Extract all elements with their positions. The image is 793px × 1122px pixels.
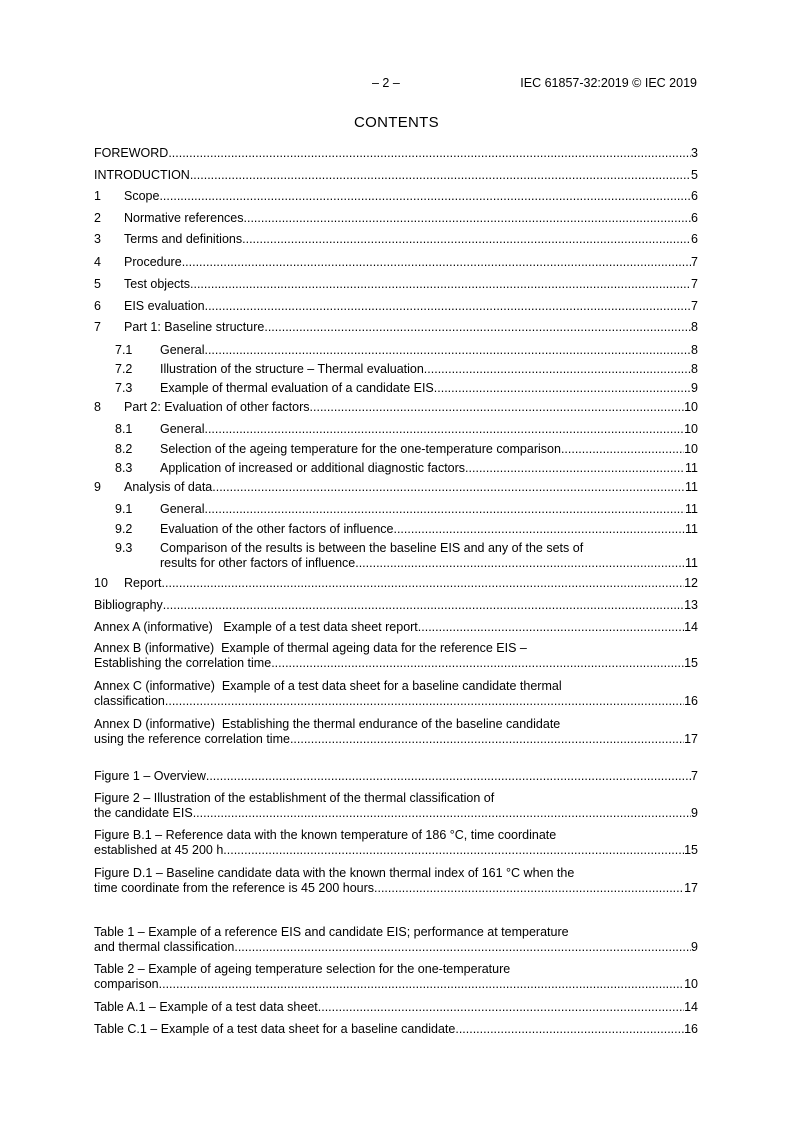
toc-page-number: 9 <box>691 806 698 820</box>
toc-entry[interactable] <box>94 442 698 457</box>
toc-entry[interactable] <box>94 381 698 396</box>
toc-entry-title: Annex A (informative) Example of a test data sheet report <box>94 620 418 634</box>
toc-entry-title: results for other factors of influence <box>160 556 356 570</box>
toc-entry[interactable] <box>94 232 698 247</box>
dot-leader <box>393 522 685 537</box>
toc-entry-title: Part 1: Baseline structure <box>124 320 265 334</box>
toc-page-number: 12 <box>684 576 698 590</box>
page-title: CONTENTS <box>354 114 439 131</box>
toc-entry[interactable] <box>94 576 698 591</box>
toc-entry-title: Procedure <box>124 255 182 269</box>
toc-entry[interactable] <box>94 343 698 358</box>
toc-entry-title: EIS evaluation <box>124 299 205 313</box>
toc-entry[interactable] <box>94 866 698 896</box>
toc-entry-title: time coordinate from the reference is 45 200 hours <box>94 881 375 895</box>
toc-entry-title: Part 2: Evaluation of other factors <box>124 400 310 414</box>
toc-entry[interactable] <box>94 598 698 613</box>
dot-leader <box>271 656 684 671</box>
toc-entry-title: using the reference correlation time <box>94 732 290 746</box>
toc-page-number: 7 <box>691 299 698 313</box>
toc-page-number: 14 <box>684 620 698 634</box>
toc-entry[interactable] <box>94 422 698 437</box>
toc-entry[interactable] <box>94 641 698 671</box>
toc-entry[interactable] <box>94 679 698 709</box>
dot-leader <box>168 146 691 161</box>
dot-leader <box>244 211 692 226</box>
dot-leader <box>159 189 691 204</box>
dot-leader <box>290 732 684 747</box>
toc-entry-number: 8.3 <box>115 461 133 475</box>
standard-reference: IEC 61857-32:2019 © IEC 2019 <box>520 76 697 90</box>
toc-entry-title: Example of thermal evaluation of a candidate EIS <box>160 381 434 395</box>
toc-entry[interactable] <box>94 925 698 955</box>
toc-entry-number: 3 <box>94 232 101 246</box>
toc-entry[interactable] <box>94 502 698 517</box>
toc-entry[interactable] <box>94 541 698 571</box>
dot-leader <box>204 343 691 358</box>
toc-entry-title: Annex C (informative) Example of a test data sheet for a baseline candidate thermal <box>94 679 562 693</box>
dot-leader <box>190 168 691 183</box>
dot-leader <box>318 1000 684 1015</box>
toc-entry[interactable] <box>94 828 698 858</box>
toc-entry-title: Figure B.1 – Reference data with the known temperature of 186 °C, time coordinate <box>94 828 557 842</box>
toc-entry[interactable] <box>94 522 698 537</box>
dot-leader <box>418 620 684 635</box>
toc-entry-title: Report <box>124 576 162 590</box>
toc-page-number: 11 <box>685 556 698 570</box>
toc-entry-title: Table 1 – Example of a reference EIS and candidate EIS; performance at temperature <box>94 925 569 939</box>
toc-entry-number: 9 <box>94 480 101 494</box>
toc-page-number: 9 <box>691 381 698 395</box>
toc-entry-title: Table 2 – Example of ageing temperature selection for the one-temperature <box>94 962 511 976</box>
toc-entry-number: 1 <box>94 189 101 203</box>
toc-page-number: 17 <box>684 881 698 895</box>
toc-entry-title: Scope <box>124 189 160 203</box>
toc-page-number: 7 <box>691 277 698 291</box>
toc-page-number: 7 <box>691 255 698 269</box>
dot-leader <box>561 442 684 457</box>
dot-leader <box>310 400 685 415</box>
toc-page-number: 15 <box>684 843 698 857</box>
dot-leader <box>165 694 684 709</box>
dot-leader <box>193 806 691 821</box>
toc-entry[interactable] <box>94 189 698 204</box>
toc-page-number: 11 <box>685 522 698 536</box>
toc-entry-title: INTRODUCTION <box>94 168 190 182</box>
toc-entry-title: Evaluation of the other factors of influence <box>160 522 394 536</box>
dot-leader <box>159 977 684 992</box>
toc-entry-title: Figure 2 – Illustration of the establishment of the thermal classification of <box>94 791 495 805</box>
dot-leader <box>162 576 685 591</box>
toc-page-number: 17 <box>684 732 698 746</box>
toc-entry-title: and thermal classification <box>94 940 235 954</box>
toc-entry[interactable] <box>94 1000 698 1015</box>
toc-entry-title: Annex D (informative) Establishing the thermal endurance of the baseline candidate <box>94 717 561 731</box>
toc-entry[interactable] <box>94 791 698 821</box>
toc-entry[interactable] <box>94 1022 698 1037</box>
dot-leader <box>355 556 685 571</box>
toc-entry-number: 6 <box>94 299 101 313</box>
toc-entry-title: General <box>160 422 205 436</box>
dot-leader <box>434 381 691 396</box>
toc-entry-number: 9.2 <box>115 522 133 536</box>
dot-leader <box>223 843 684 858</box>
toc-entry-number: 7.2 <box>115 362 133 376</box>
toc-page-number: 16 <box>684 694 698 708</box>
toc-entry-title: Figure D.1 – Baseline candidate data with the known thermal index of 161 °C when the <box>94 866 575 880</box>
toc-page-number: 8 <box>691 362 698 376</box>
toc-entry-title: Table C.1 – Example of a test data sheet for a baseline candidate <box>94 1022 456 1036</box>
dot-leader <box>190 277 691 292</box>
toc-entry-title: Illustration of the structure – Thermal evaluation <box>160 362 424 376</box>
toc-page-number: 14 <box>684 1000 698 1014</box>
toc-page-number: 8 <box>691 320 698 334</box>
dot-leader <box>212 480 685 495</box>
dot-leader <box>204 422 684 437</box>
toc-page-number: 10 <box>684 977 698 991</box>
toc-page-number: 15 <box>684 656 698 670</box>
dot-leader <box>424 362 691 377</box>
toc-page-number: 10 <box>684 422 698 436</box>
toc-entry-number: 7 <box>94 320 101 334</box>
toc-entry-title: General <box>160 502 205 516</box>
toc-page-number: 7 <box>691 769 698 783</box>
toc-page-number: 16 <box>684 1022 698 1036</box>
toc-entry-title: Terms and definitions <box>124 232 243 246</box>
toc-entry-title: Establishing the correlation time <box>94 656 272 670</box>
toc-entry[interactable] <box>94 255 698 270</box>
page-number: – 2 – <box>372 76 400 90</box>
toc-entry-number: 5 <box>94 277 101 291</box>
toc-entry[interactable] <box>94 211 698 226</box>
dot-leader <box>163 598 684 613</box>
dot-leader <box>205 299 691 314</box>
toc-page-number: 11 <box>685 480 698 494</box>
dot-leader <box>182 255 691 270</box>
dot-leader <box>242 232 691 247</box>
toc-page-number: 6 <box>691 211 698 225</box>
toc-entry[interactable] <box>94 400 698 415</box>
toc-page-number: 6 <box>691 232 698 246</box>
toc-entry-title: Normative references <box>124 211 244 225</box>
toc-page-number: 3 <box>691 146 698 160</box>
toc-page-number: 11 <box>685 461 698 475</box>
toc-entry-title: Analysis of data <box>124 480 213 494</box>
toc-entry-title: Test objects <box>124 277 191 291</box>
toc-entry-title: classification <box>94 694 165 708</box>
toc-entry-number: 10 <box>94 576 108 590</box>
toc-page-number: 11 <box>685 502 698 516</box>
toc-entry[interactable] <box>94 277 698 292</box>
toc-entry[interactable] <box>94 717 698 747</box>
toc-entry-title: FOREWORD <box>94 146 169 160</box>
toc-entry-number: 2 <box>94 211 101 225</box>
toc-entry-number: 8 <box>94 400 101 414</box>
toc-page-number: 5 <box>691 168 698 182</box>
toc-entry-number: 8.2 <box>115 442 133 456</box>
toc-entry-number: 4 <box>94 255 101 269</box>
toc-entry-title: Table A.1 – Example of a test data sheet <box>94 1000 318 1014</box>
toc-entry[interactable] <box>94 146 698 161</box>
dot-leader <box>204 502 685 517</box>
toc-entry[interactable] <box>94 962 698 992</box>
toc-entry[interactable] <box>94 480 698 495</box>
toc-entry-title: Comparison of the results is between the baseline EIS and any of the sets of <box>160 541 584 555</box>
toc-entry-title: Annex B (informative) Example of thermal ageing data for the reference EIS – <box>94 641 527 655</box>
toc-entry-title: Selection of the ageing temperature for the one-temperature comparison <box>160 442 561 456</box>
toc-entry-number: 9.1 <box>115 502 133 516</box>
toc-page-number: 8 <box>691 343 698 357</box>
toc-entry-number: 9.3 <box>115 541 133 555</box>
toc-entry[interactable] <box>94 461 698 476</box>
toc-page-number: 10 <box>684 442 698 456</box>
dot-leader <box>264 320 691 335</box>
toc-entry-title: Application of increased or additional diagnostic factors <box>160 461 466 475</box>
toc-page-number: 13 <box>684 598 698 612</box>
toc-entry-title: comparison <box>94 977 159 991</box>
dot-leader <box>206 769 691 784</box>
dot-leader <box>465 461 685 476</box>
toc-page-number: 10 <box>684 400 698 414</box>
toc-page-number: 6 <box>691 189 698 203</box>
toc-entry[interactable] <box>94 320 698 335</box>
toc-entry[interactable] <box>94 769 698 784</box>
toc-entry[interactable] <box>94 168 698 183</box>
toc-page-number: 9 <box>691 940 698 954</box>
dot-leader <box>234 940 691 955</box>
dot-leader <box>374 881 684 896</box>
toc-entry[interactable] <box>94 620 698 635</box>
toc-entry-title: Bibliography <box>94 598 163 612</box>
toc-entry-title: established at 45 200 h <box>94 843 224 857</box>
toc-entry-number: 7.1 <box>115 343 133 357</box>
dot-leader <box>455 1022 684 1037</box>
toc-entry-title: the candidate EIS <box>94 806 193 820</box>
toc-entry[interactable] <box>94 299 698 314</box>
toc-entry-title: Figure 1 – Overview <box>94 769 206 783</box>
toc-entry-number: 8.1 <box>115 422 133 436</box>
toc-entry[interactable] <box>94 362 698 377</box>
toc-entry-title: General <box>160 343 205 357</box>
toc-entry-number: 7.3 <box>115 381 133 395</box>
